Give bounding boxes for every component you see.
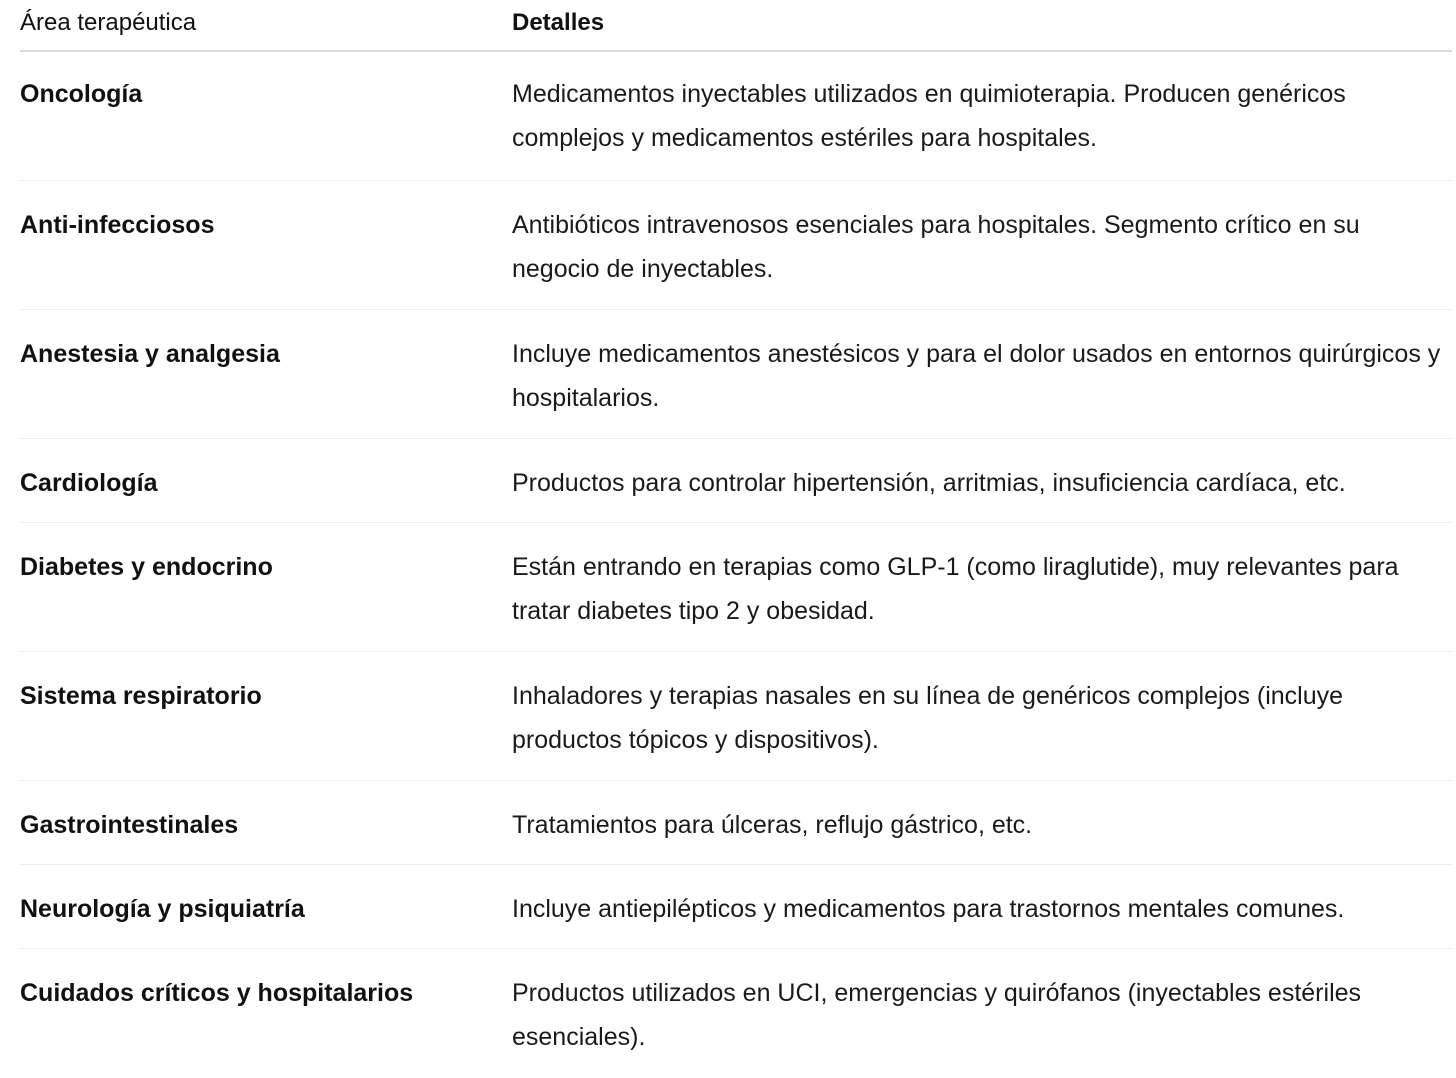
area-cell: Cardiología	[20, 469, 158, 497]
table-row	[20, 181, 1452, 310]
area-cell: Neurología y psiquiatría	[20, 895, 305, 923]
table-row	[20, 523, 1452, 652]
table-row	[20, 310, 1452, 439]
details-cell: Incluye antiepilépticos y medicamentos para trastornos mentales comunes.	[512, 895, 1345, 923]
table-row	[20, 52, 1452, 181]
table-row	[20, 865, 1452, 949]
table-row	[20, 439, 1452, 523]
details-cell: Productos utilizados en UCI, emergencias y quirófanos (inyectables estériles esenciales).	[512, 979, 1362, 1051]
details-cell: Antibióticos intravenosos esenciales para hospitales. Segmento crítico en su negocio de inyectables.	[512, 211, 1360, 283]
area-cell: Cuidados críticos y hospitalarios	[20, 979, 414, 1007]
area-cell: Anestesia y analgesia	[20, 340, 280, 368]
therapeutic-areas-table	[20, 0, 1452, 1078]
area-cell: Oncología	[20, 80, 143, 108]
table-row	[20, 652, 1452, 781]
details-cell: Productos para controlar hipertensión, arritmias, insuficiencia cardíaca, etc.	[512, 469, 1346, 497]
area-cell: Diabetes y endocrino	[20, 553, 273, 581]
details-cell: Están entrando en terapias como GLP-1 (como liraglutide), muy relevantes para tratar diabetes tipo 2 y obesidad.	[512, 553, 1399, 625]
details-cell: Inhaladores y terapias nasales en su línea de genéricos complejos (incluye productos tópicos y dispositivos).	[512, 682, 1344, 754]
details-cell: Medicamentos inyectables utilizados en quimioterapia. Producen genéricos complejos y medicamentos estériles para hospitales.	[512, 80, 1346, 152]
details-cell: Tratamientos para úlceras, reflujo gástrico, etc.	[512, 811, 1033, 839]
area-cell: Sistema respiratorio	[20, 682, 262, 710]
area-cell: Gastrointestinales	[20, 811, 239, 839]
column-header-area[interactable]: Área terapéutica	[20, 9, 197, 36]
details-cell: Incluye medicamentos anestésicos y para el dolor usados en entornos quirúrgicos y hospitalarios.	[512, 340, 1441, 412]
table-row	[20, 949, 1452, 1078]
table-row	[20, 781, 1452, 865]
table-header-row	[20, 0, 1452, 52]
area-cell: Anti-infecciosos	[20, 211, 215, 239]
column-header-details[interactable]: Detalles	[512, 9, 605, 36]
